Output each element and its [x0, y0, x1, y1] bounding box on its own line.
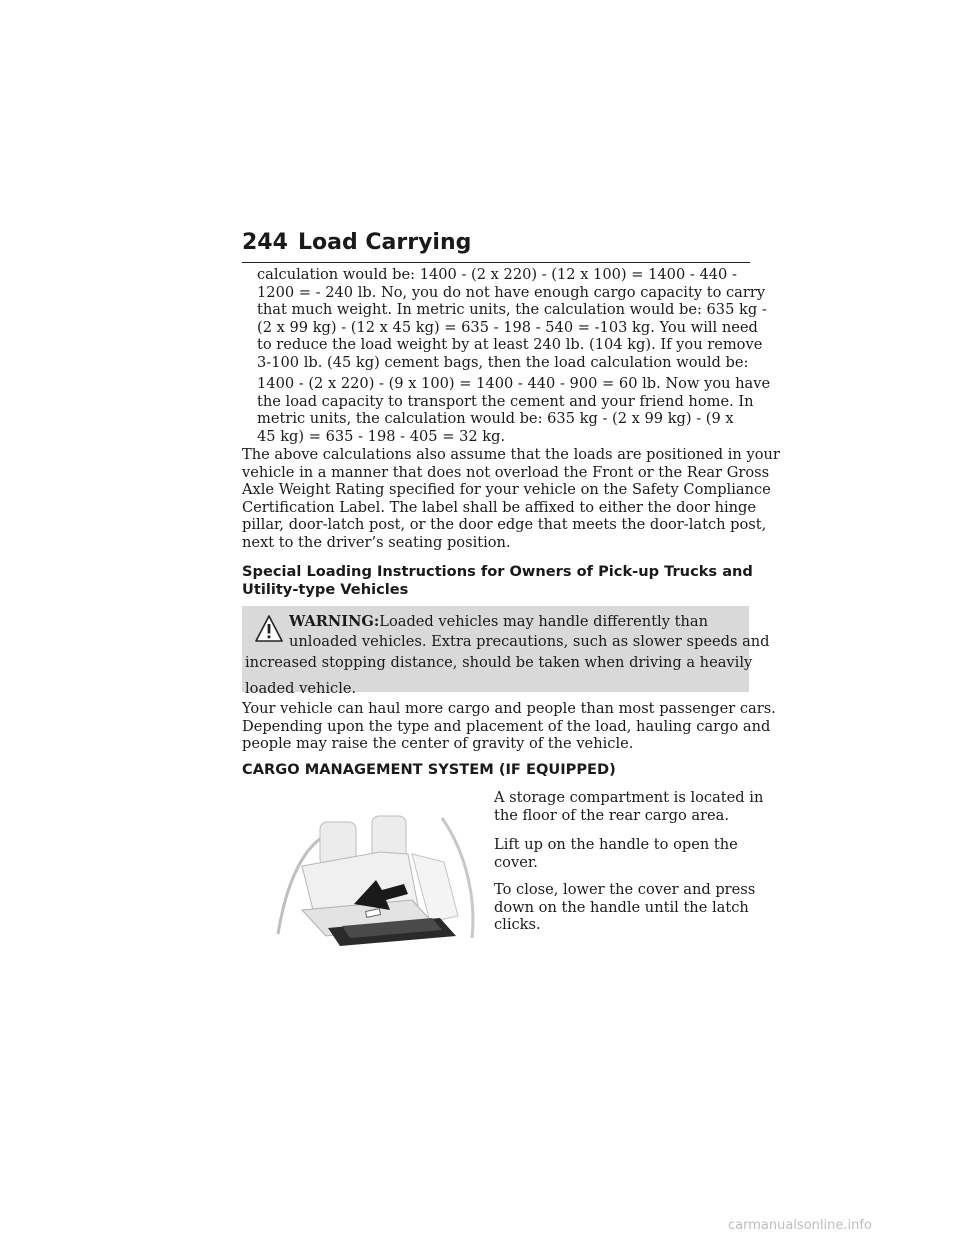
cargo-area-illustration	[262, 814, 482, 950]
warning-line-1: Loaded vehicles may handle differently than	[379, 613, 708, 630]
special-loading-heading: Special Loading Instructions for Owners of Pick-up Trucks and Utility-type Vehicles	[242, 563, 753, 598]
cargo-management-heading: CARGO MANAGEMENT SYSTEM (IF EQUIPPED)	[242, 761, 616, 778]
warning-triangle-icon	[254, 614, 284, 644]
close-cover-paragraph: To close, lower the cover and press down on the handle until the latch clicks.	[494, 881, 756, 934]
watermark: carmanualsonline.info	[728, 1218, 872, 1233]
warning-rest: increased stopping distance, should be taken when driving a heavily loaded vehicle.	[245, 654, 753, 697]
center-of-gravity-paragraph: Your vehicle can haul more cargo and people than most passenger cars. Depending upon the type and placement of the load, hauling cargo and people may raise the center of gravity of the vehicle.	[242, 700, 776, 753]
warning-label: WARNING:	[289, 613, 380, 630]
axle-weight-paragraph: The above calculations also assume that the loads are positioned in your vehicle in a manner that does not overload the Front or the Rear Gross Axle Weight Rating specified for your vehicle on the Safety Compliance Certification Label. The label shall be affixed to either the door hinge pillar, door-latch post, or the door edge that meets the door-latch post, next to the driver’s seating position.	[242, 446, 780, 551]
storage-compartment-paragraph: A storage compartment is located in the floor of the rear cargo area.	[494, 789, 764, 824]
warning-line-2: unloaded vehicles. Extra precautions, such as slower speeds and	[289, 633, 770, 650]
open-cover-paragraph: Lift up on the handle to open the cover.	[494, 836, 738, 871]
calculation-paragraph-2: 1400 - (2 x 220) - (9 x 100) = 1400 - 440 - 900 = 60 lb. Now you have the load capacity to transport the cement and your friend home. In metric units, the calculation would be: 635 kg - (2 x 99 kg) - (9 x 45 kg) = 635 - 198 - 405 = 32 kg.	[257, 375, 771, 445]
page-header	[242, 228, 750, 263]
section-title: Load Carrying	[298, 230, 472, 255]
calculation-paragraph-1: calculation would be: 1400 - (2 x 220) - (12 x 100) = 1400 - 440 - 1200 = - 240 lb. No, you do not have enough cargo capacity to carry that much weight. In metric units, the calculation would be: 635 kg - (2 x 99 kg) - (12 x 45 kg) = 635 - 198 - 540 = -103 kg. You will need to reduce the load weight by at least 240 lb. (104 kg). If you remove 3-100 lb. (45 kg) cement bags, then the load calculation would be:	[257, 266, 767, 371]
warning-box	[242, 606, 770, 697]
page-number: 244	[242, 230, 288, 255]
